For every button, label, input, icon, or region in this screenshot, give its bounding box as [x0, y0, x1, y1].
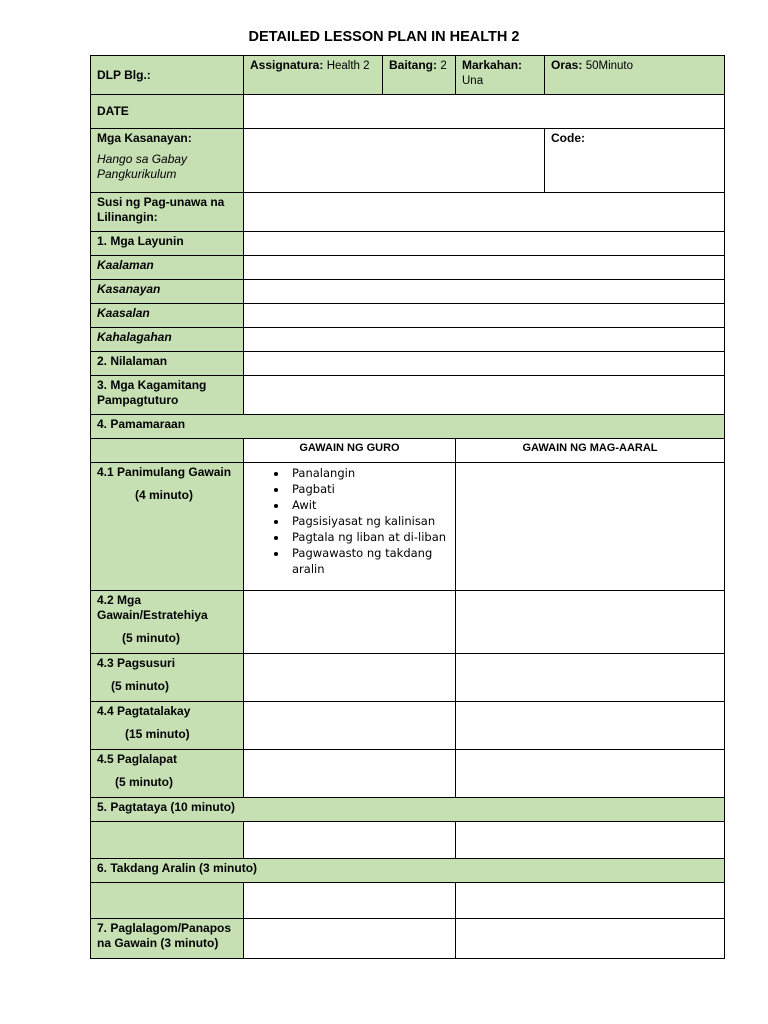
pamamaraan-heading: 4. Pamamaraan — [91, 415, 725, 439]
paglalapat-guro-field — [244, 750, 456, 798]
blank-header-cell — [91, 439, 244, 463]
kasanayan-cell — [91, 129, 244, 193]
layunin-label: 1. Mga Layunin — [91, 232, 244, 256]
pagtatalakay-label: 4.4 Pagtatalakay — [97, 704, 191, 718]
oras-cell — [545, 56, 725, 95]
kasanayan-source: Hango sa Gabay Pangkurikulum — [97, 152, 188, 181]
code-label: Code: — [551, 131, 585, 145]
panimula-activity-list — [250, 465, 449, 577]
kagamitan-label: 3. Mga Kagamitang Pampagtuturo — [91, 376, 244, 415]
pagtatalakay-mag-aaral-field — [456, 702, 725, 750]
panimula-time: (4 minuto) — [135, 488, 193, 502]
nilalaman-label: 2. Nilalaman — [91, 352, 244, 376]
date-label: DATE — [91, 95, 244, 129]
markahan-value: Una — [462, 75, 484, 87]
assignatura-label: Assignatura: — [250, 58, 324, 72]
gawain-guro-field — [244, 591, 456, 654]
pagtatalakay-time: (15 minuto) — [125, 727, 190, 741]
oras-label: Oras: — [551, 58, 583, 72]
pagtatalakay-cell — [91, 702, 244, 750]
gawain-cell — [91, 591, 244, 654]
kagamitan-field — [244, 376, 725, 415]
kaasalan-label: Kaasalan — [91, 304, 244, 328]
pagsusuri-cell — [91, 654, 244, 702]
kahalagahan-label: Kahalagahan — [91, 328, 244, 352]
susi-field — [244, 193, 725, 232]
panimula-label: 4.1 Panimulang Gawain — [97, 465, 232, 479]
list-item: • Pagwawasto ng takdang aralin — [288, 545, 449, 577]
takdang-aralin-heading: 6. Takdang Aralin (3 minuto) — [91, 859, 725, 883]
gawain-guro-header: GAWAIN NG GURO — [244, 439, 456, 463]
paglalagom-guro-field — [244, 919, 456, 959]
list-item: • Pagbati — [288, 481, 449, 497]
pagtataya-guro-field — [244, 822, 456, 859]
kasanayan-objective-field — [244, 280, 725, 304]
gawain-mag-aaral-field — [456, 591, 725, 654]
paglalapat-time: (5 minuto) — [115, 775, 173, 789]
list-item: • Pagtala ng liban at di-liban — [288, 529, 449, 545]
assignatura-value: Health 2 — [326, 60, 370, 72]
pagtataya-heading: 5. Pagtataya (10 minuto) — [91, 798, 725, 822]
takdang-blank-cell — [91, 883, 244, 919]
kasanayan-objective-label: Kasanayan — [91, 280, 244, 304]
kasanayan-field — [244, 129, 545, 193]
kahalagahan-field — [244, 328, 725, 352]
baitang-value: 2 — [440, 60, 447, 72]
pagtatalakay-guro-field — [244, 702, 456, 750]
markahan-label: Markahan: — [462, 58, 523, 72]
markahan-cell — [456, 56, 545, 95]
kaalaman-field — [244, 256, 725, 280]
takdang-guro-field — [244, 883, 456, 919]
pagsusuri-label: 4.3 Pagsusuri — [97, 656, 176, 670]
code-cell — [545, 129, 725, 193]
kaasalan-field — [244, 304, 725, 328]
panimula-cell — [91, 463, 244, 591]
document-title: DETAILED LESSON PLAN IN HEALTH 2 — [248, 29, 520, 45]
paglalapat-label: 4.5 Paglalapat — [97, 752, 178, 766]
list-item: • Panalangin — [288, 465, 449, 481]
oras-value: 50Minuto — [585, 60, 634, 72]
takdang-mag-aaral-field — [456, 883, 725, 919]
kasanayan-label: Mga Kasanayan: — [97, 131, 192, 145]
gawain-mag-aaral-header: GAWAIN NG MAG-AARAL — [456, 439, 725, 463]
gawain-time: (5 minuto) — [122, 631, 180, 645]
baitang-cell — [383, 56, 456, 95]
pagtataya-mag-aaral-field — [456, 822, 725, 859]
panimula-guro-field — [244, 463, 456, 591]
paglalapat-cell — [91, 750, 244, 798]
pagsusuri-guro-field — [244, 654, 456, 702]
nilalaman-field — [244, 352, 725, 376]
gawain-label: 4.2 Mga Gawain/Estratehiya — [97, 593, 208, 622]
pagsusuri-mag-aaral-field — [456, 654, 725, 702]
susi-label: Susi ng Pag-unawa na Lilinangin: — [91, 193, 244, 232]
dlp-number-cell — [91, 56, 244, 95]
layunin-field — [244, 232, 725, 256]
list-item: • Awit — [288, 497, 449, 513]
kaalaman-label: Kaalaman — [91, 256, 244, 280]
panimula-mag-aaral-field — [456, 463, 725, 591]
dlp-number-label: DLP Blg.: — [97, 67, 151, 82]
lesson-plan-table — [90, 55, 725, 959]
assignatura-cell — [244, 56, 383, 95]
paglalapat-mag-aaral-field — [456, 750, 725, 798]
paglalagom-label: 7. Paglalagom/Panapos na Gawain (3 minuto) — [91, 919, 244, 959]
list-item: • Pagsisiyasat ng kalinisan — [288, 513, 449, 529]
paglalagom-mag-aaral-field — [456, 919, 725, 959]
baitang-label: Baitang: — [389, 58, 437, 72]
date-field — [244, 95, 725, 129]
pagsusuri-time: (5 minuto) — [111, 679, 169, 693]
pagtataya-blank-cell — [91, 822, 244, 859]
